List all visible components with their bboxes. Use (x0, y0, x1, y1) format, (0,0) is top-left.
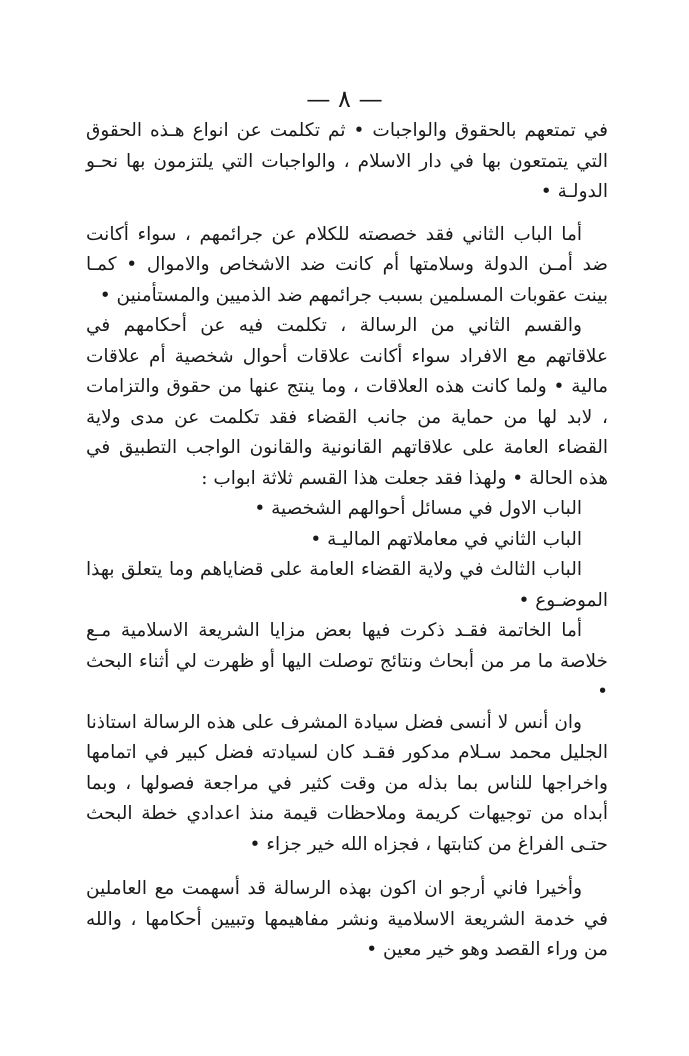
paragraph-second-chapter: أما الباب الثاني فقد خصصته للكلام عن جرائمهم ، سواء أكانت ضد أمـن الدولة وسلامتها أم كانت ضد الاشخاص والاموال • كمـا بينت عقوبات المسلمين بسبب جرائمهم ضد الذميين والمستأمنين • (86, 223, 608, 306)
paragraph-conclusion: أما الخاتمة فقـد ذكرت فيها بعض مزايا الشريعة الاسلامية مـع خلاصة ما مر من أبحاث ونتائج توصلت اليها أو ظهرت لي أثناء البحث • (86, 620, 608, 702)
paragraph-acknowledgement: وان أنس لا أنسى فضل سيادة المشرف على هذه الرسالة استاذنا الجليل محمد سـلام مدكور فقـد كان لسيادته فضل كبير في اتمامها واخراجها للناس بما بذله من وقت كثير في مراجعة فصولها ، وبما أبداه من توجيهات كريمة وملاحظات قيمة منذ اعدادي خطة البحث حتـى الفراغ من كتابتها ، فجزاه الله خير جزاء • (86, 711, 608, 855)
paragraph-closing: وأخيرا فاني أرجو ان اكون بهذه الرسالة قد أسهمت مع العاملين في خدمة الشريعة الاسلامية ونشر مفاهيمها وتبيين أحكامها ، والله من وراء القصد وهو خير معين • (86, 878, 608, 960)
page-number: — ٨ — (306, 85, 383, 113)
page-body (86, 116, 608, 966)
list-item-chapter-three: الباب الثالث في ولاية القضاء العامة على قضاياهم وما يتعلق بهذا الموضـوع • (86, 559, 608, 611)
paragraph-second-section: والقسم الثاني من الرسالة ، تكلمت فيه عن أحكامهم في علاقاتهم مع الافراد سواء أكانت علاقات أحوال شخصية أم علاقات مالية • ولما كانت هذه العلاقات ، وما ينتج عنها من حقوق والتزامات ، لابد لها من حماية من جانب القضاء فقد تكلمت عن مدى ولاية القضاء العامة على علاقاتهم القانونية والقانون الواجب التطبيق في هذه الحالة • ولهذا فقد جعلت هذا القسم ثلاثة ابواب : (86, 315, 608, 489)
list-item-chapter-one: الباب الاول في مسائل أحوالهم الشخصية • (254, 498, 582, 519)
paragraph-continuation: في تمتعهم بالحقوق والواجبات • ثم تكلمت عن انواع هـذه الحقوق التي يتمتعون بها في دار الاسلام ، والواجبات التي يلتزمون بها نحـو الدولـة • (86, 120, 608, 202)
list-item-chapter-two: الباب الثاني في معاملاتهم الماليـة • (310, 528, 582, 550)
